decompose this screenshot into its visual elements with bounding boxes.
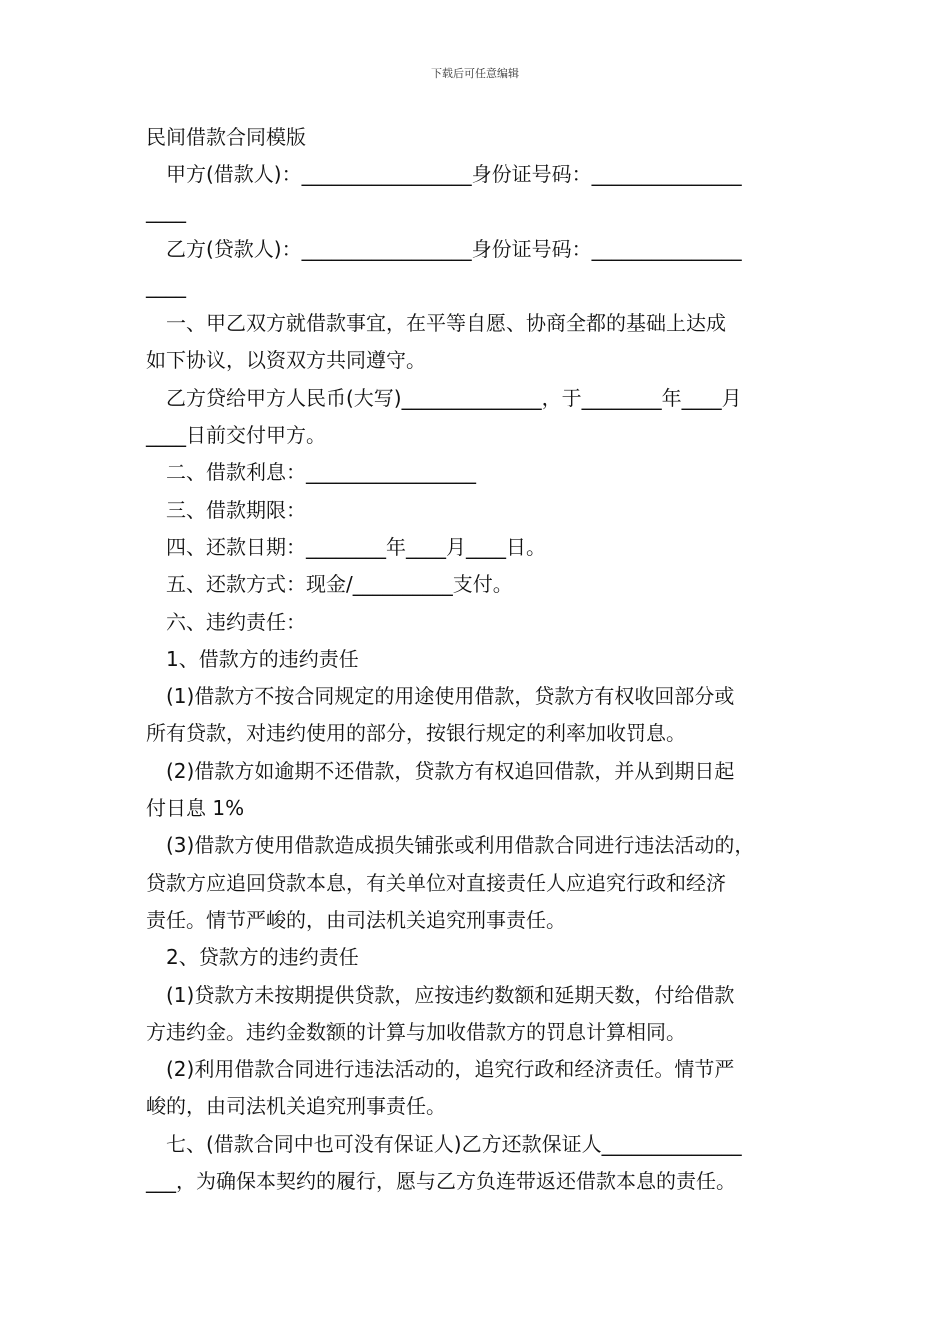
document-line: (1)贷款方未按期提供贷款，应按违约数额和延期天数，付给借款 — [166, 982, 735, 1007]
document-line: 所有贷款，对违约使用的部分，按银行规定的利率加收罚息。 — [146, 721, 686, 746]
document-line: 付日息 1% — [146, 796, 245, 821]
document-line: ___，为确保本契约的履行，愿与乙方负连带返还借款本息的责任。 — [146, 1169, 736, 1194]
document-line: 峻的，由司法机关追究刑事责任。 — [146, 1094, 446, 1119]
document-line: 五、还款方式：现金/__________支付。 — [166, 572, 513, 597]
document-line: 四、还款日期：________年____月____日。 — [166, 534, 546, 559]
document-line: (2)借款方如逾期不还借款，贷款方有权追回借款，并从到期日起 — [166, 758, 735, 783]
document-line: (1)借款方不按合同规定的用途使用借款，贷款方有权收回部分或 — [166, 684, 735, 709]
document-line: 方违约金。违约金数额的计算与加收借款方的罚息计算相同。 — [146, 1019, 686, 1044]
document-line: 责任。情节严峻的，由司法机关追究刑事责任。 — [146, 907, 566, 932]
document-line: ____ — [146, 273, 186, 298]
document-line: 2、贷款方的违约责任 — [166, 945, 359, 970]
document-line: 乙方(贷款人)：_________________身份证号码：_______________ — [166, 236, 742, 261]
document-line: 三、借款期限： — [166, 497, 306, 522]
document-title: 民间借款合同模版 — [146, 125, 306, 149]
document-line: 乙方贷给甲方人民币(大写)______________，于________年____月 — [166, 385, 742, 410]
document-line: (3)借款方使用借款造成损失铺张或利用借款合同进行违法活动的， — [166, 833, 755, 858]
document-line: 七、(借款合同中也可没有保证人)乙方还款保证人______________ — [166, 1131, 742, 1156]
document-body — [146, 156, 816, 1200]
document-line: 贷款方应追回贷款本息，有关单位对直接责任人应追究行政和经济 — [146, 870, 726, 895]
document-line: 甲方(借款人)：_________________身份证号码：_______________ — [166, 162, 742, 186]
document-line: ____日前交付甲方。 — [146, 423, 326, 448]
document-line: 六、违约责任： — [166, 609, 306, 634]
document-line: 如下协议，以资双方共同遵守。 — [146, 348, 426, 373]
document-line: 一、甲乙双方就借款事宜，在平等自愿、协商全都的基础上达成 — [166, 311, 726, 336]
document-line: (2)利用借款合同进行违法活动的，追究行政和经济责任。情节严 — [166, 1057, 735, 1082]
page-header-note: 下载后可任意编辑 — [431, 67, 519, 80]
document-line: 1、借款方的违约责任 — [166, 646, 359, 671]
contract-document — [146, 118, 816, 1200]
document-line: ____ — [146, 199, 186, 224]
document-line: 二、借款利息：_________________ — [166, 460, 476, 485]
